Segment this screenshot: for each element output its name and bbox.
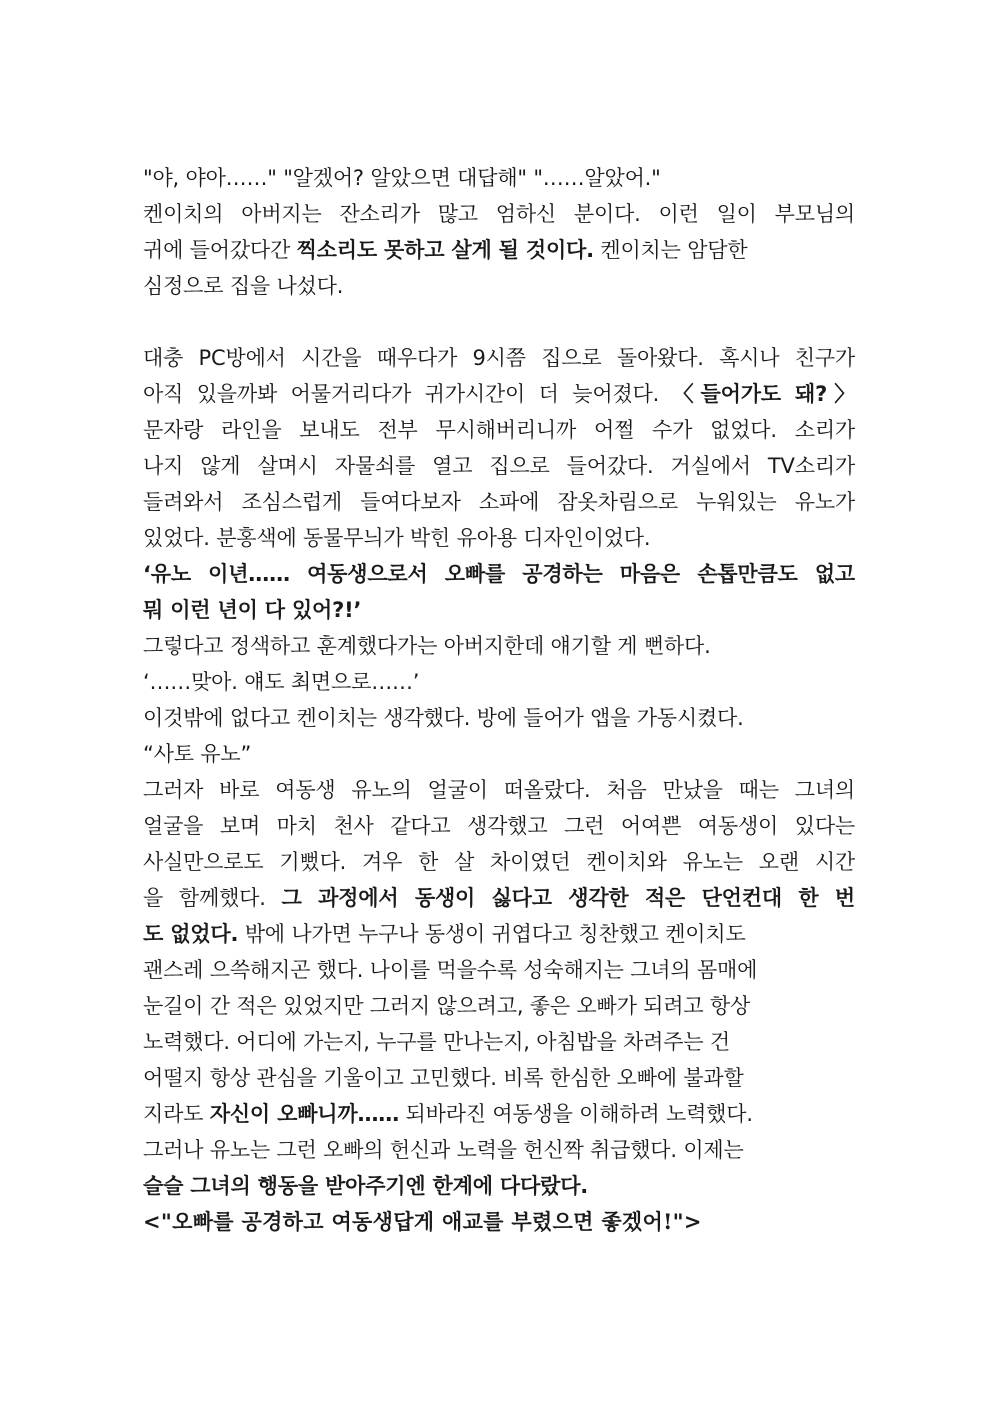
text-line: “사토 유노” [143, 742, 252, 766]
text-line [143, 1096, 855, 1132]
text-line: ‘……맞아. 얘도 최면으로……’ [143, 670, 420, 694]
text-line: 눈길이 간 적은 있었지만 그러지 않으려고, 좋은 오빠가 되려고 항상 [143, 994, 751, 1018]
text-line: 그렇다고 정색하고 훈계했다가는 아버지한데 얘기할 게 뻔하다. [143, 634, 711, 658]
text-run: 켄이치는 암담한 [593, 238, 748, 262]
bold-text-run: 그 과정에서 동생이 싫다고 생각한 적은 단언컨대 한 번 [281, 886, 855, 910]
document-page [143, 160, 855, 1240]
bold-text-line: 뭐 이런 년이 다 있어?!’ [143, 598, 362, 622]
text-line: 켄이치의 아버지는 잔소리가 많고 엄하신 분이다. 이런 일이 부모님의 [143, 202, 855, 226]
text-line: "야, 야아……" "알겠어? 알았으면 대답해" "……알았어." [143, 166, 661, 190]
text-line [143, 376, 855, 412]
bold-text-run: 〈들어가도 돼?〉 [672, 382, 855, 406]
text-line: 있었다. 분홍색에 동물무늬가 박힌 유아용 디자인이었다. [143, 526, 651, 550]
text-line: 그러나 유노는 그런 오빠의 헌신과 노력을 헌신짝 취급했다. 이제는 [143, 1138, 744, 1162]
text-line: 심정으로 집을 나섰다. [143, 274, 344, 298]
bold-text-line: ‘유노 이년…… 여동생으로서 오빠를 공경하는 마음은 손톱만큼도 없고 [143, 562, 855, 586]
bold-text-line: 슬슬 그녀의 행동을 받아주기엔 한계에 다다랐다. [143, 1174, 589, 1198]
text-line: 사실만으로도 기뻤다. 겨우 한 살 차이였던 켄이치와 유노는 오랜 시간 [143, 850, 855, 874]
stylized-quote-line: <"오빠를 공경하고 여동생답게 애교를 부렸으면 좋겠어!"> [143, 1209, 702, 1234]
text-run: 아직 있을까봐 어물거리다가 귀가시간이 더 늦어졌다. [143, 382, 673, 406]
text-run: 되바라진 여동생을 이해하려 노력했다. [399, 1102, 753, 1126]
text-line: 나지 않게 살며시 자물쇠를 열고 집으로 들어갔다. 거실에서 TV소리가 [143, 454, 855, 478]
bold-text-run: 도 없었다. [143, 922, 239, 946]
text-run: 밖에 나가면 누구나 동생이 귀엽다고 칭찬했고 켄이치도 [238, 922, 746, 946]
text-line: 그러자 바로 여동생 유노의 얼굴이 떠올랐다. 처음 만났을 때는 그녀의 [143, 778, 855, 802]
text-line [143, 916, 855, 952]
text-line: 이것밖에 없다고 켄이치는 생각했다. 방에 들어가 앱을 가동시켰다. [143, 706, 744, 730]
text-line: 어떨지 항상 관심을 기울이고 고민했다. 비록 한심한 오빠에 불과할 [143, 1066, 744, 1090]
text-line [143, 232, 855, 268]
bold-text-run: 자신이 오빠니까…… [209, 1102, 400, 1126]
text-line: 노력했다. 어디에 가는지, 누구를 만나는지, 아침밥을 차려주는 건 [143, 1030, 730, 1054]
text-line: 괜스레 으쓱해지곤 했다. 나이를 먹을수록 성숙해지는 그녀의 몸매에 [143, 958, 758, 982]
text-run: 지라도 [143, 1102, 210, 1126]
text-line [143, 880, 855, 916]
text-line: 문자랑 라인을 보내도 전부 무시해버리니까 어쩔 수가 없었다. 소리가 [143, 418, 855, 442]
text-run: 귀에 들어갔다간 [143, 238, 297, 262]
text-line: 대충 PC방에서 시간을 때우다가 9시쯤 집으로 돌아왔다. 혹시나 친구가 [143, 346, 855, 370]
text-line: 들려와서 조심스럽게 들여다보자 소파에 잠옷차림으로 누워있는 유노가 [143, 490, 855, 514]
bold-text-run: 찍소리도 못하고 살게 될 것이다. [296, 238, 594, 262]
text-run: 을 함께했다. [143, 886, 282, 910]
text-line: 얼굴을 보며 마치 천사 같다고 생각했고 그런 어여쁜 여동생이 있다는 [143, 814, 855, 838]
paragraph-spacer [143, 304, 855, 340]
